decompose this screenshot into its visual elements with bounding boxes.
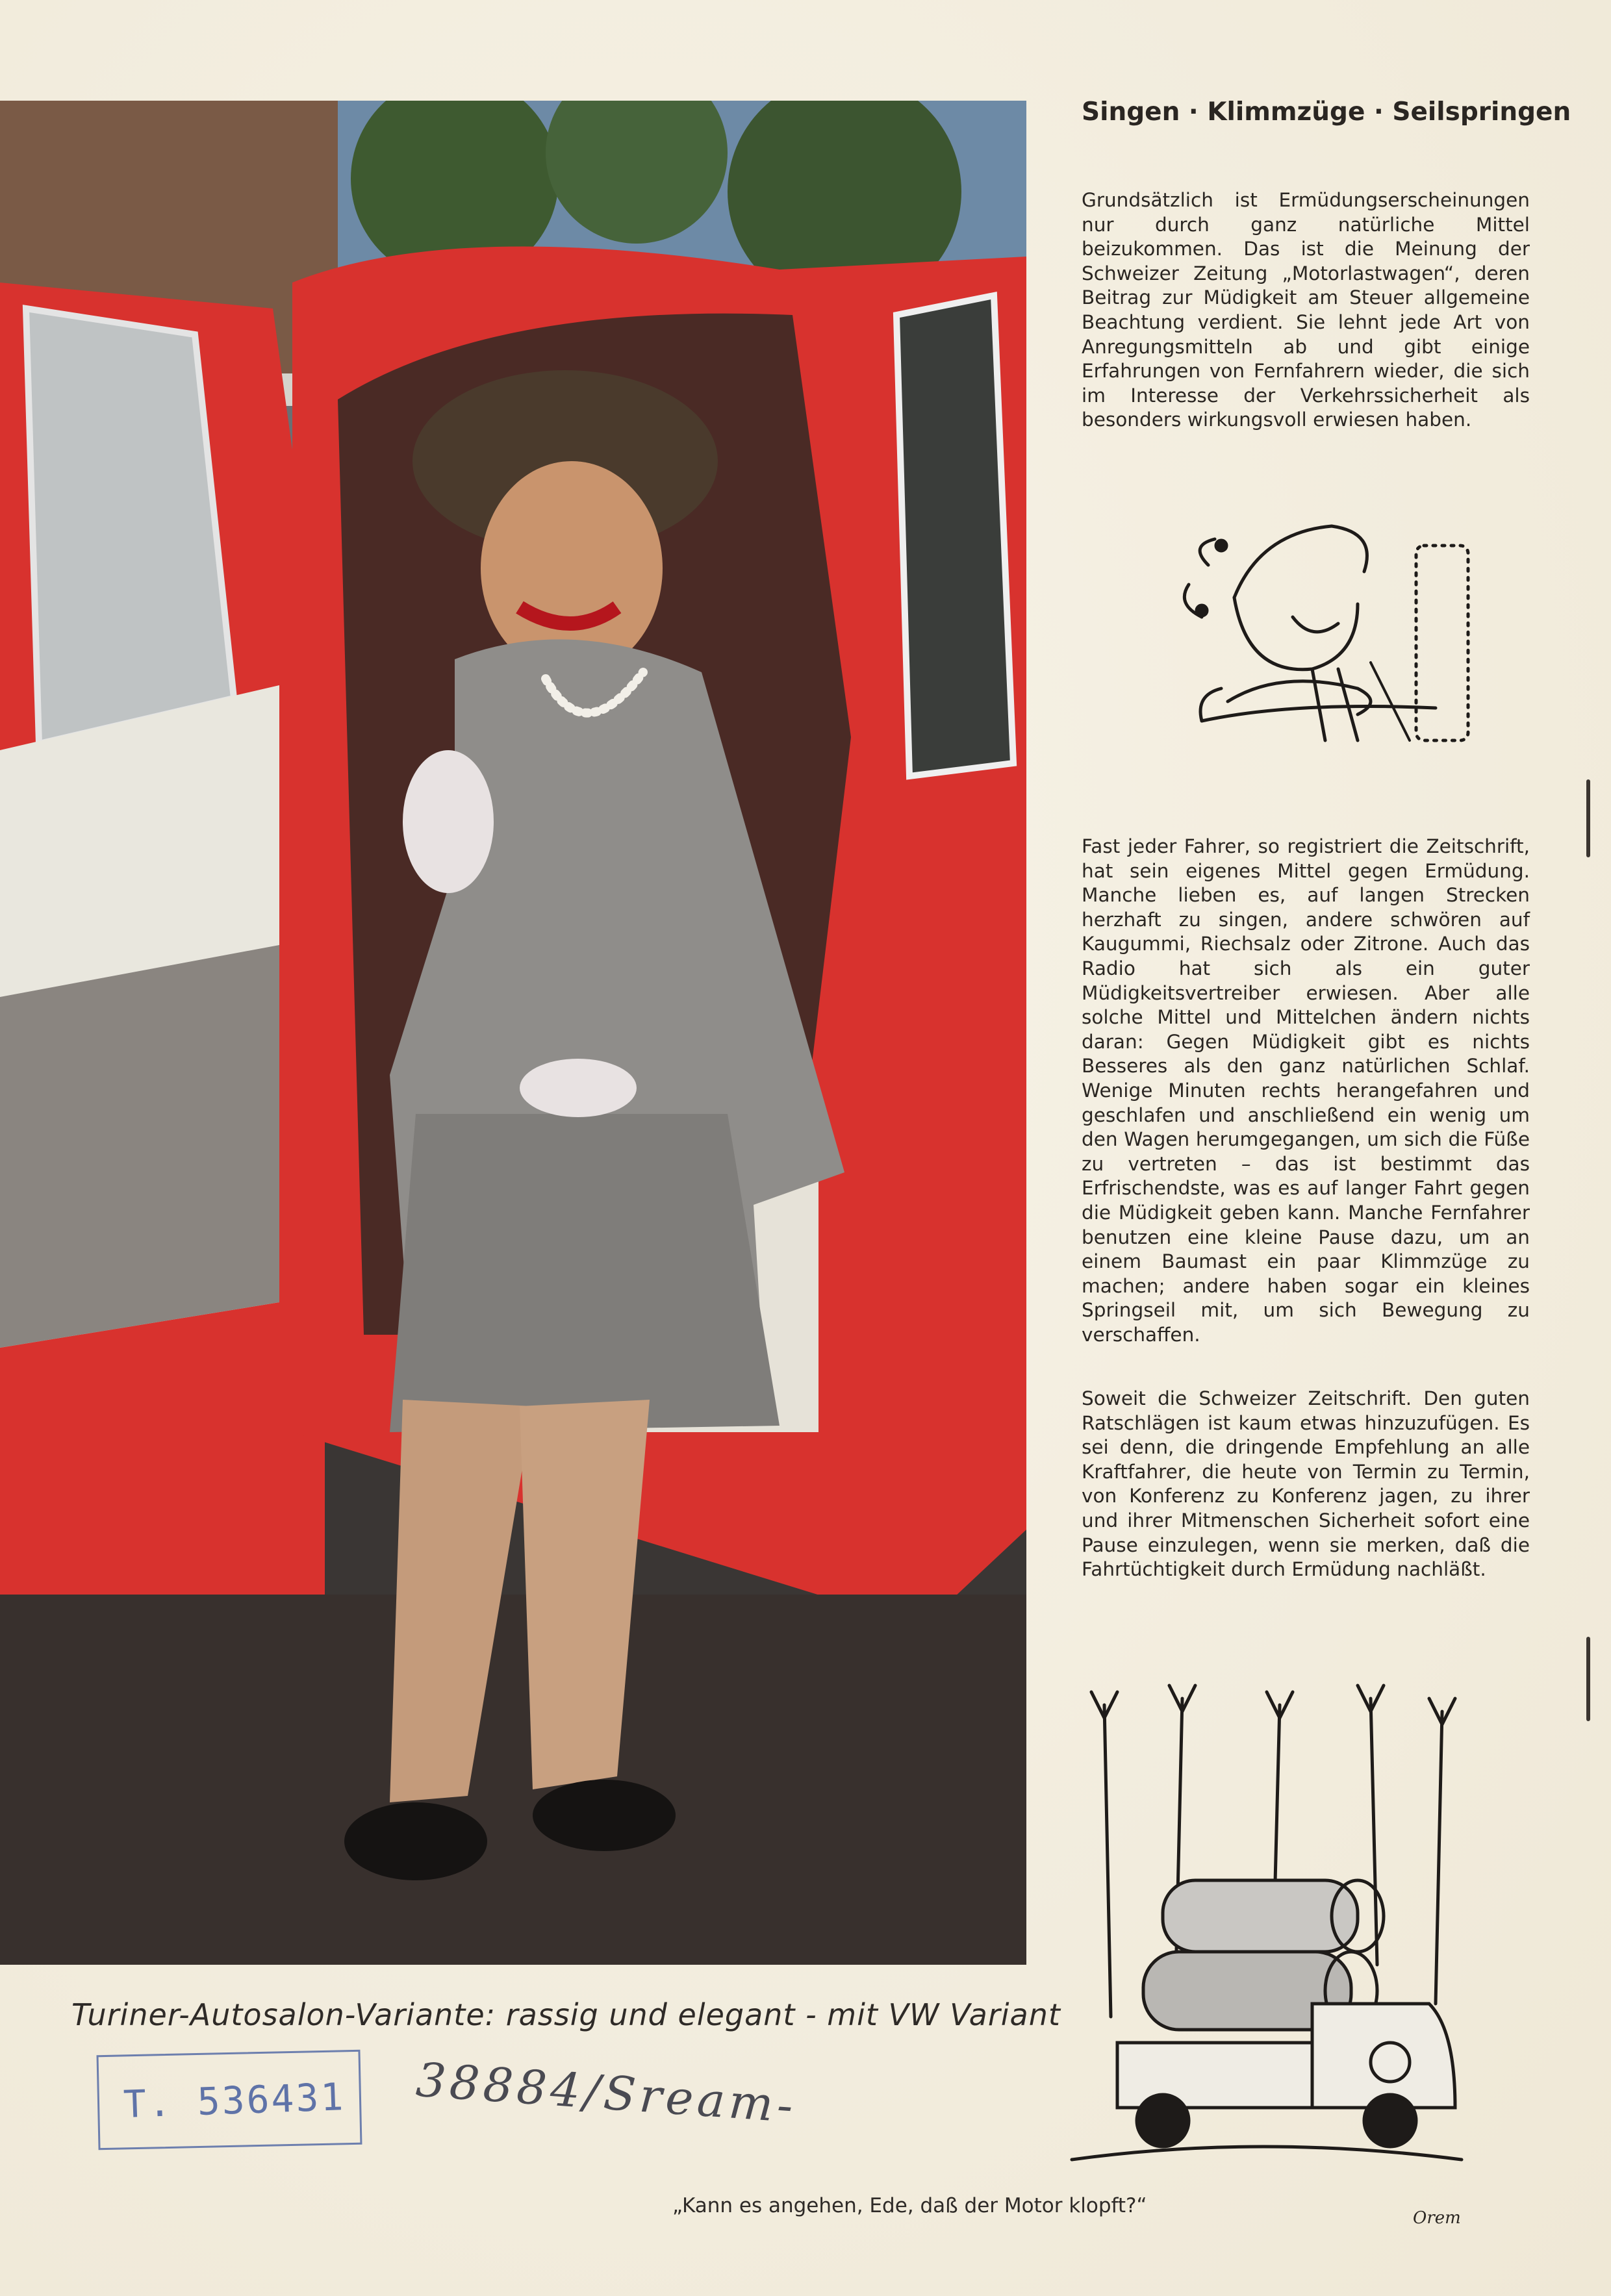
singing-driver-cartoon xyxy=(1163,507,1475,779)
archive-stamp: T. 536431 xyxy=(122,2075,346,2126)
photo-woman-in-car xyxy=(0,101,1026,1965)
staple-mark xyxy=(1586,1637,1590,1721)
photo-caption: Turiner-Autosalon-Variante: rassig und elegant - mit VW Variant xyxy=(71,1997,1061,2032)
cartoon-caption: „Kann es angehen, Ede, daß der Motor klopft?“ xyxy=(672,2194,1147,2217)
staple-mark xyxy=(1586,779,1590,857)
handwritten-note: 38884/Sream- xyxy=(414,2052,799,2134)
article-heading: Singen · Klimmzüge · Seilspringen xyxy=(1082,97,1571,127)
paragraph-3: Soweit die Schweizer Zeitschrift. Den guten Ratschlägen ist kaum etwas hinzuzufügen. Es sei denn, die dringende Empfehlung an alle Kraftfahrer, die heute von Termin zu Termin, von Konferenz zu Konferenz jagen, zu ihrer und ihrer Mitmenschen Sicherheit sofort eine Pause einzulegen, wenn sie merken, daß die Fahrtüchtigkeit durch Ermüdung nachläßt. xyxy=(1082,1387,1530,1581)
truck-logs-cartoon xyxy=(1065,1679,1468,2173)
paragraph-2: Fast jeder Fahrer, so registriert die Zeitschrift, hat sein eigenes Mittel gegen Ermüdung. Manche lieben es, auf langen Strecken herzhaft zu singen, andere schwören auf Kaugummi, Riechsalz oder Zitrone. Auch das Radio hat sich als ein guter Müdigkeitsvertreiber erwiesen. Aber alle solche Mittel und Mittelchen ändern nichts daran: Gegen Müdigkeit gibt es nichts Besseres als den ganz natürlichen Schlaf. Wenige Minuten rechts herangefahren und geschlafen und anschließend ein wenig um den Wagen herumgegangen, um sich die Füße zu vertreten – das ist bestimmt das Erfrischendste, was es auf langer Fahrt gegen die Müdigkeit geben kann. Manche Fernfahrer benutzen eine kleine Pause dazu, um an einem Baumast ein paar Klimmzüge zu machen; andere haben sogar ein kleines Springseil mit, um sich Bewegung zu verschaffen. xyxy=(1082,835,1530,1346)
cartoonist-signature: Orem xyxy=(1413,2208,1461,2228)
paragraph-1: Grundsätzlich ist Ermüdungserscheinungen nur durch ganz natürliche Mittel beizukommen. Das ist die Meinung der Schweizer Zeitung „Motorlastwagen“, deren Beitrag zur Müdigkeit am Steuer allgemeine Beachtung verdient. Sie lehnt jede Art von Anregungsmitteln ab und gibt einige Erfahrungen von Fernfahrern wieder, die sich im Interesse der Verkehrssicherheit als besonders wirkungsvoll erwiesen haben. xyxy=(1082,189,1530,431)
